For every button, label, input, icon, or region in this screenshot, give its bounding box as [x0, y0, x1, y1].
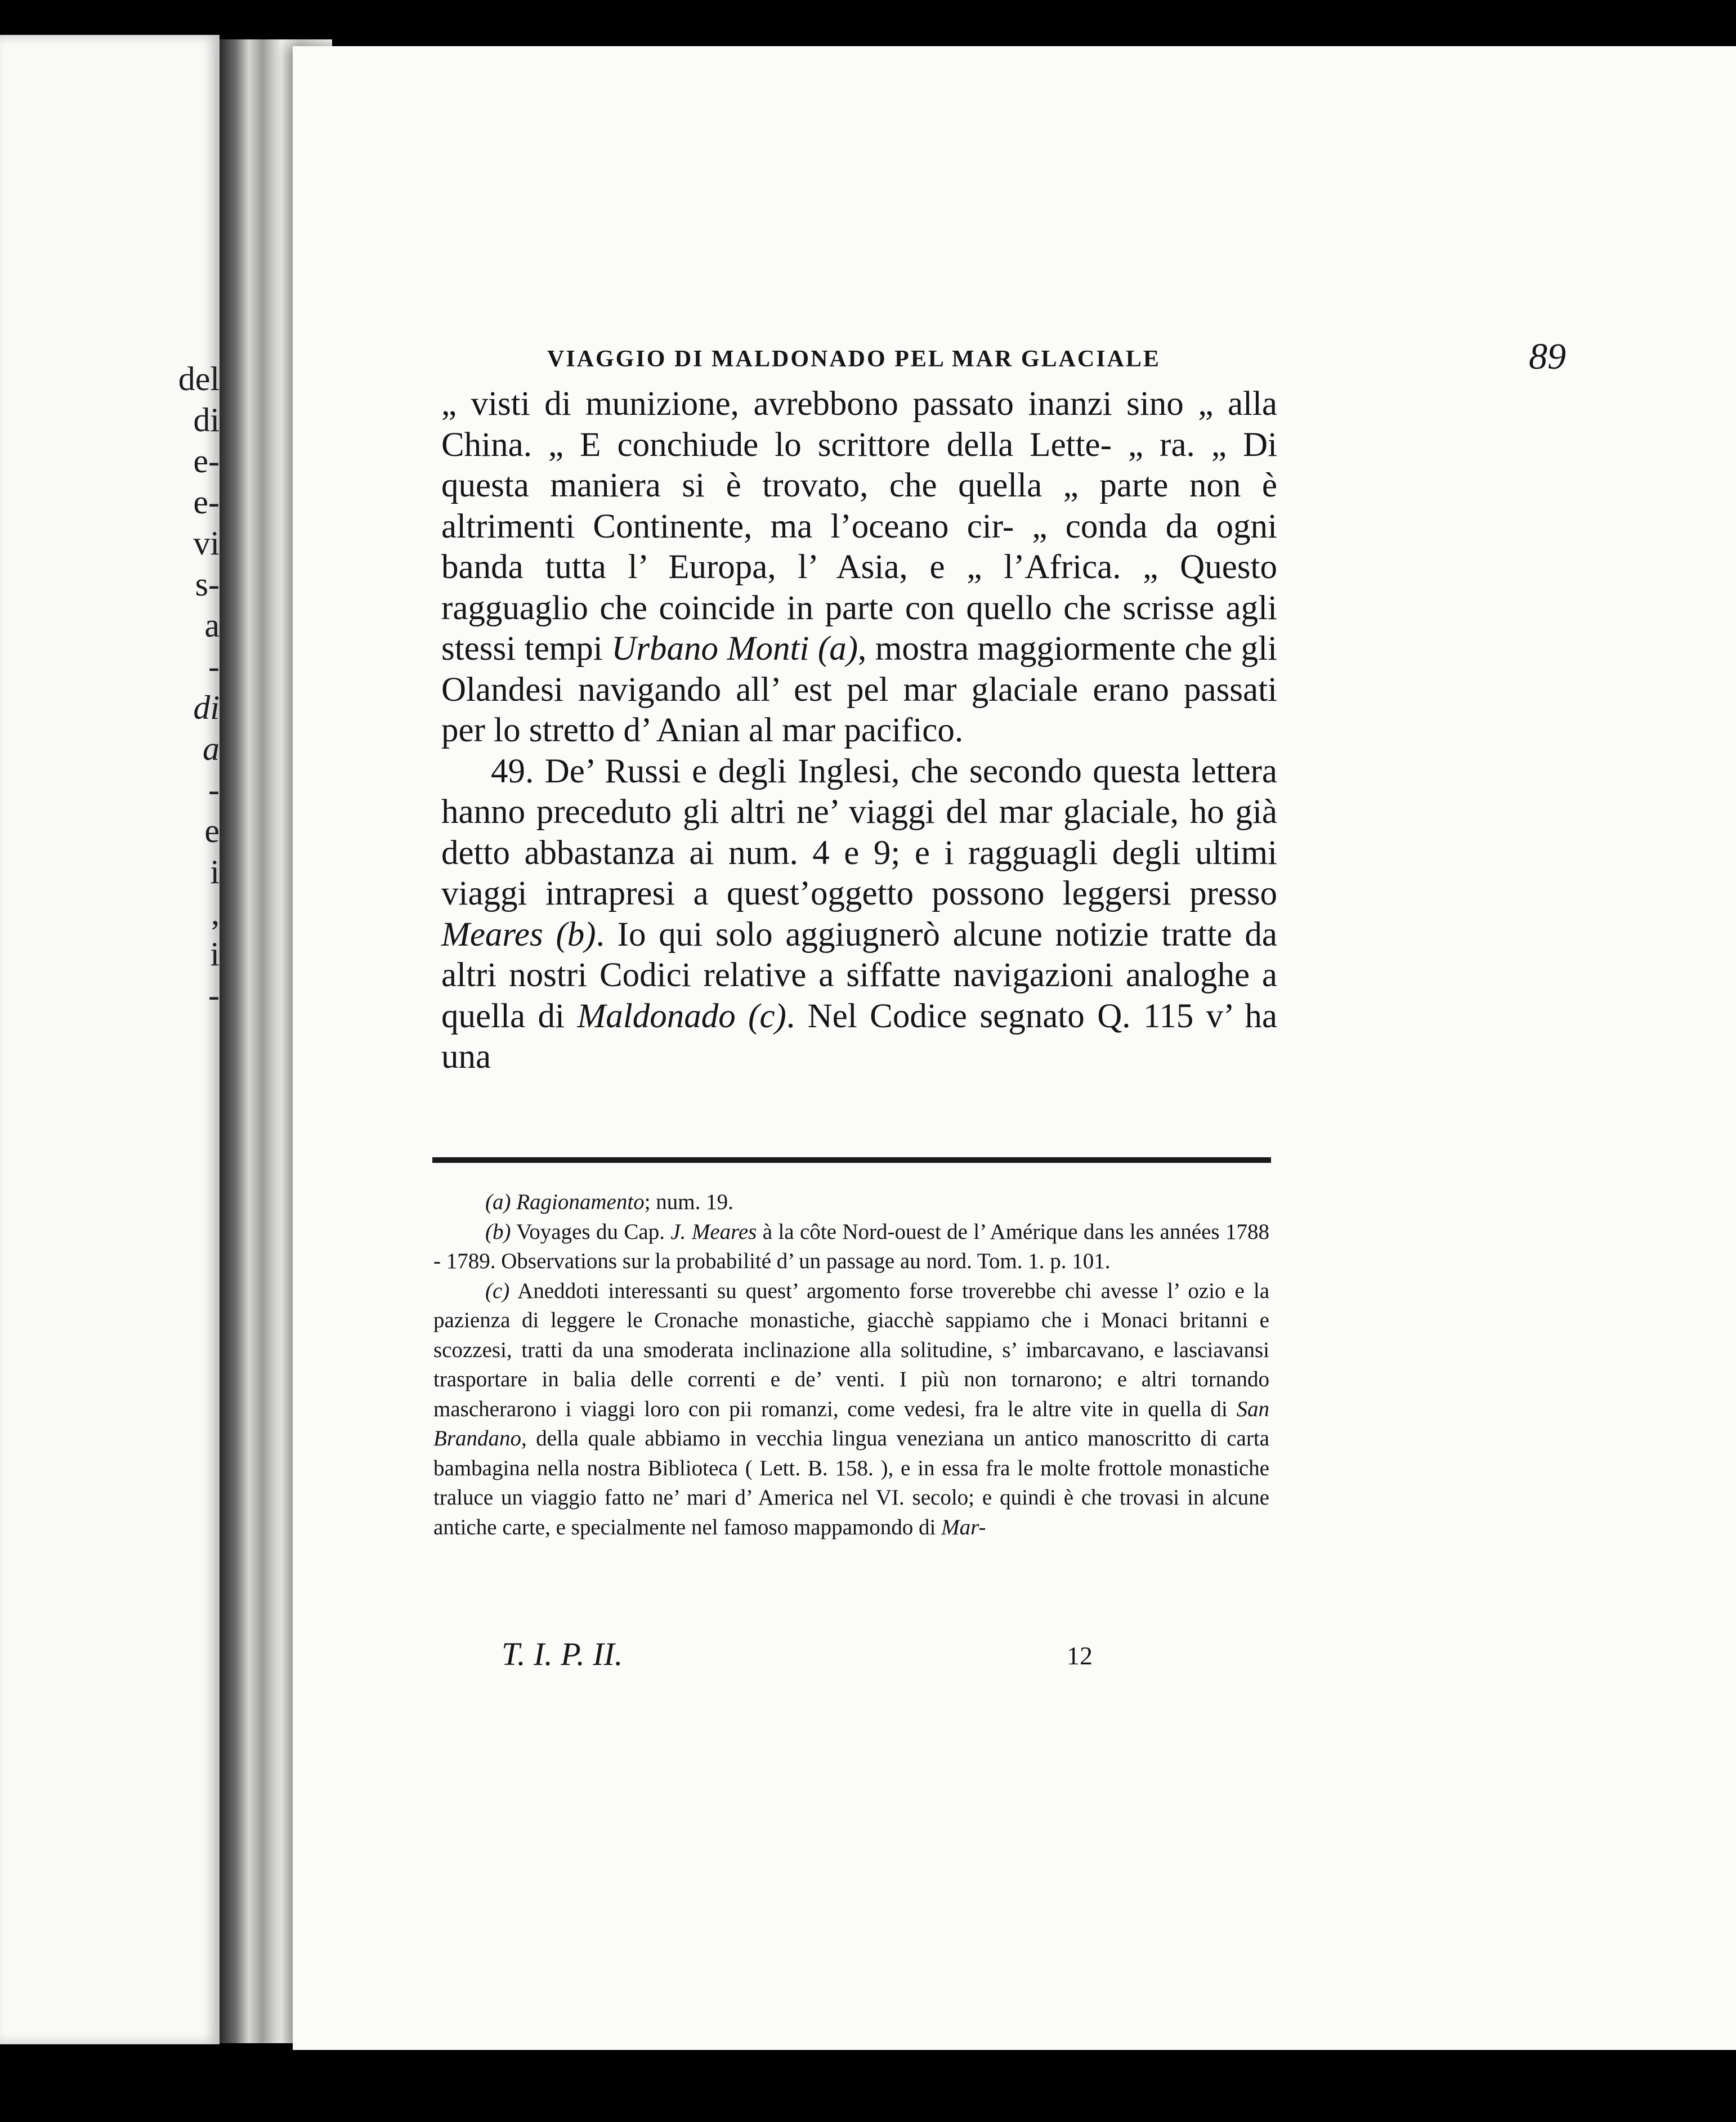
book-page: [293, 46, 1736, 2050]
footnote-divider: [432, 1157, 1271, 1163]
footnote-b: [433, 1217, 1269, 1277]
fragment-line: e: [204, 812, 220, 849]
previous-page-edge: [0, 35, 220, 2044]
footnotes: [433, 1188, 1269, 1542]
fragment-line: del: [178, 360, 220, 397]
text-run: à la côte Nord-ouest de l’ Amérique dans les années 1788 - 1789. Observations sur la probabilité d’ un passage au nord. Tom. 1. p. 101.: [433, 1219, 1269, 1273]
paragraph: [441, 384, 1277, 751]
text-run: , della quale abbiamo in vecchia lingua veneziana un antico manoscritto di carta bambagina nella nostra Biblioteca ( Lett. B. 158. ), e in essa fra le molte frottole monastiche traluce un viaggio fatto ne’ mari d’ America nel VI. secolo; e quindi è che trovasi in alcune antiche carte, e specialmente nel famoso mappamondo di: [433, 1426, 1269, 1539]
italic-reference: Ragionamento: [516, 1190, 645, 1214]
footnote-mark: (b): [485, 1219, 511, 1244]
footnote-mark: (c): [485, 1278, 510, 1303]
fragment-line: -: [208, 648, 220, 685]
footnote-c: [433, 1277, 1269, 1543]
running-title: VIAGGIO DI MALDONADO PEL MAR GLACIALE: [547, 346, 1161, 372]
fragment-line: i: [210, 853, 220, 890]
fragment-line: a: [204, 607, 220, 644]
text-run: ; num. 19.: [644, 1190, 733, 1214]
italic-reference: J. Meares: [670, 1219, 757, 1244]
sheet-number: 12: [1067, 1641, 1093, 1670]
footnote-mark: (a): [485, 1190, 511, 1214]
signature-mark: T. I. P. II.: [502, 1636, 623, 1672]
running-head: [547, 322, 1566, 390]
body-text: [441, 384, 1277, 1078]
text-run: Voyages du Cap.: [511, 1219, 671, 1244]
text-run: 49. De’ Russi e degli Inglesi, che secondo questa lettera hanno preceduto gli altri ne’ viaggi del mar glaciale, ho già detto abbastanza ai num. 4 e 9; e i ragguagli degli ultimi viaggi intrapresi a quest’oggetto possono leggersi presso: [441, 752, 1277, 912]
fragment-line: di: [193, 401, 220, 438]
page-number: 89: [1529, 336, 1566, 377]
italic-reference: Mar-: [941, 1515, 986, 1539]
text-run: , mostra maggiormente che gli Olandesi navigando all’ est pel mar glaciale erano passati per lo stretto d’ Anian al mar pacifico.: [441, 630, 1277, 749]
italic-reference: San Brandano: [433, 1396, 1269, 1451]
fragment-line: vi: [193, 525, 220, 562]
fragment-line: di: [193, 689, 220, 726]
italic-reference: Urbano Monti (a): [611, 630, 858, 668]
fragment-line: -: [208, 977, 220, 1014]
fragment-line: -: [208, 771, 220, 808]
italic-reference: Maldonado (c): [577, 997, 786, 1035]
text-run: „ visti di munizione, avrebbono passato inanzi sino „ alla China. „ E conchiude lo scrittore della Lette- „ ra. „ Di questa maniera si è trovato, che quella „ parte non è altrimenti Continente, ma l’oceano cir- „ conda da ogni banda tutta l’ Europa, l’ Asia, e „ l’Africa. „ Questo ragguaglio che coincide in parte con quello che scrisse agli stessi tempi: [441, 385, 1277, 668]
previous-page-text-fragments: [158, 359, 220, 1016]
fragment-line: i: [210, 935, 220, 973]
paragraph-49: [441, 751, 1277, 1078]
footnote-a: [433, 1188, 1269, 1217]
fragment-line: a: [203, 730, 220, 767]
text-run: Aneddoti interessanti su quest’ argomento forse troverebbe chi avesse l’ ozio e la pazienza di leggere le Cronache monastiche, giacchè sappiamo che i Monaci britanni e scozzesi, tratti da una smoderata inclinazione alla solitudine, s’ imbarcavano, e lasciavansi trasportare in balia delle correnti e de’ venti. I più non tornarono; e altri tornando mascherarono i viaggi loro con pii romanzi, come vedesi, fra le altre vite in quella di: [433, 1278, 1269, 1421]
fragment-line: e-: [193, 484, 220, 521]
text-run: . Io qui solo aggiugnerò alcune notizie tratte da altri nostri Codici relative a siffatte navigazioni analoghe a quella di: [441, 915, 1277, 1035]
fragment-line: ,: [211, 894, 220, 932]
text-run: . Nel Codice segnato Q. 115 v’ ha una: [441, 997, 1277, 1076]
fragment-line: e-: [193, 442, 220, 480]
fragment-line: s-: [195, 566, 220, 603]
italic-reference: Meares (b): [441, 915, 596, 953]
